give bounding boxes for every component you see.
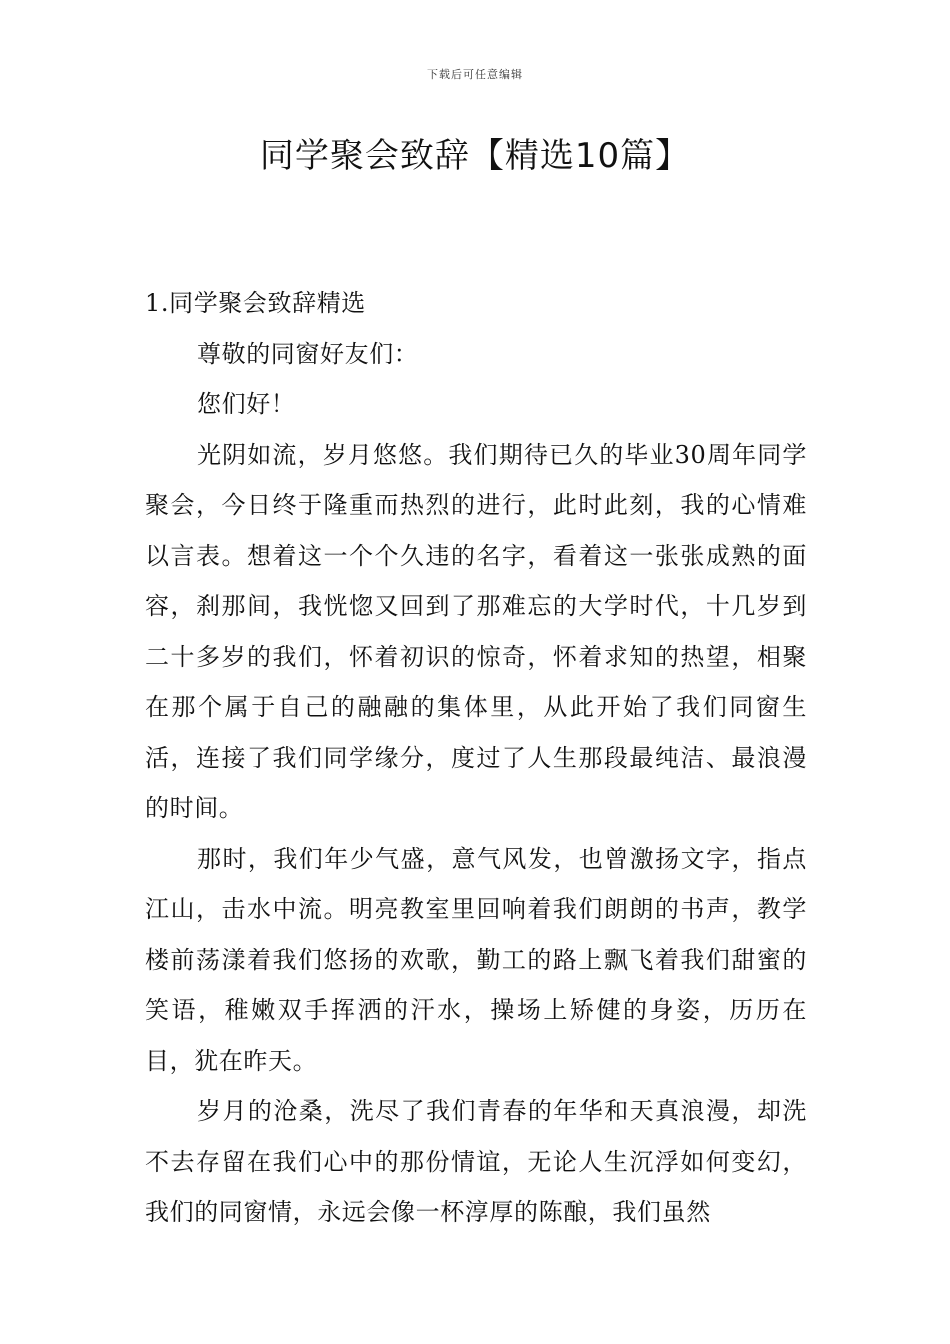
document-title: 同学聚会致辞【精选10篇】 [259,136,691,176]
section-heading: 1.同学聚会致辞精选 [145,289,366,317]
document-body [145,278,807,1238]
body-paragraph: 那时，我们年少气盛，意气风发，也曾激扬文字，指点江山，击水中流。明亮教室里回响着我们朗朗的书声，教学楼前荡漾着我们悠扬的欢歌，勤工的路上飘飞着我们甜蜜的笑语，稚嫩双手挥洒的汗水，操场上矫健的身姿，历历在目，犹在昨天。 [145,844,807,1075]
greeting-paragraph: 尊敬的同窗好友们： [197,339,419,368]
body-paragraph: 光阴如流，岁月悠悠。我们期待已久的毕业30周年同学聚会，今日终于隆重而热烈的进行，此时此刻，我的心情难以言表。想着这一个个久违的名字，看着这一张张成熟的面容，刹那间，我恍惚又回到了那难忘的大学时代，十几岁到二十多岁的我们，怀着初识的惊奇，怀着求知的热望，相聚在那个属于自己的融融的集体里，从此开始了我们同窗生活，连接了我们同学缘分，度过了人生那段最纯洁、最浪漫的时间。 [145,440,807,822]
body-paragraph: 岁月的沧桑，洗尽了我们青春的年华和天真浪漫，却洗不去存留在我们心中的那份情谊，无论人生沉浮如何变幻，我们的同窗情，永远会像一杯淳厚的陈酿，我们虽然 [145,1097,807,1226]
header-note: 下载后可任意编辑 [427,68,523,81]
salutation-paragraph: 您们好！ [197,390,296,418]
